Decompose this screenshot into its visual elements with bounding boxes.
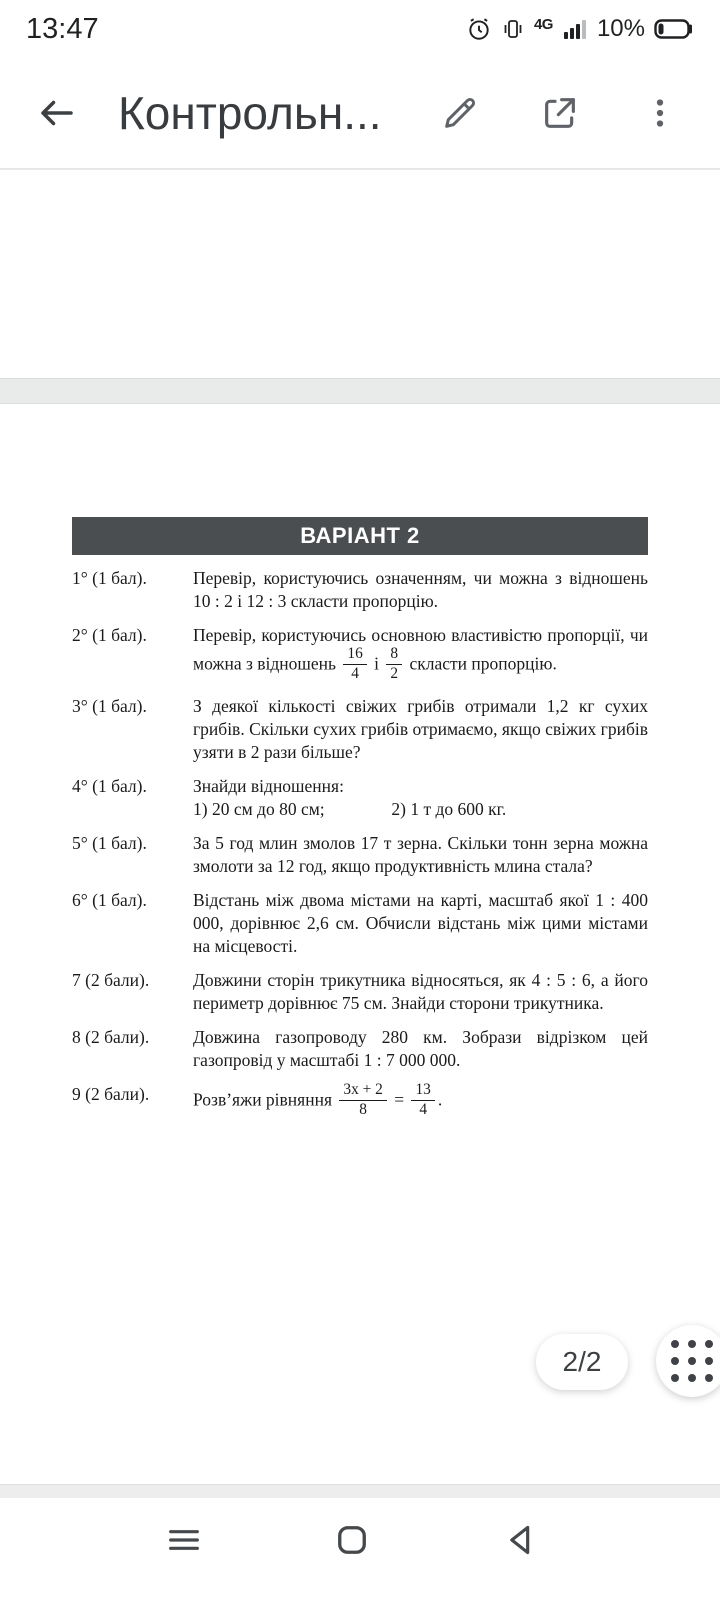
fraction: $\frac{8}{2}$: [386, 646, 402, 683]
menu-icon[interactable]: [152, 1508, 216, 1572]
problem-text: З деякої кількості свіжих грибів отримали 1,2 кг сухих грибів. Скільки сухих грибів отримаємо, якщо свіжих грибів узяти в 2 рази більше?: [193, 695, 648, 762]
problem-label: 4° (1 бал).: [72, 775, 147, 796]
header-actions: [438, 91, 690, 135]
problems-list: [72, 567, 648, 1120]
problem-label: 9 (2 бали).: [72, 1083, 150, 1104]
problem-label: 3° (1 бал).: [72, 695, 147, 716]
problem-text: Перевір, користуючись основною властивістю пропорції, чи можна з відношень $\frac{16}{4}$ і $\frac{8}{2}$ скласти пропорцію.: [193, 625, 648, 682]
fraction: $\frac{13}{4}$: [411, 1082, 434, 1119]
grid-dots-icon: [671, 1340, 713, 1382]
grid-dots-button[interactable]: [656, 1325, 720, 1397]
back-icon[interactable]: [489, 1508, 553, 1572]
signal-bars-icon: [562, 17, 588, 41]
problem-row: [72, 889, 648, 958]
page1-blank-area: [0, 172, 720, 378]
open-in-icon[interactable]: [538, 91, 582, 135]
problem-row: [72, 1080, 648, 1120]
page-separator: [0, 378, 720, 404]
problem-text: Довжина газопроводу 280 км. Зобрази відрізком цей газопровід у масштабі 1 : 7 000 000.: [193, 1026, 648, 1070]
battery-percent-label: 10%: [596, 15, 645, 42]
problem-text: За 5 год млин змолов 17 т зерна. Скільки тонн зерна можна змолоти за 12 год, якщо продуктивність млина стала?: [193, 832, 648, 876]
problem-row: [72, 1026, 648, 1072]
problem-label: 1° (1 бал).: [72, 568, 147, 588]
alarm-icon: [466, 16, 492, 42]
problem-row: [72, 567, 648, 613]
problem-label: 2° (1 бал).: [72, 625, 147, 645]
back-arrow-icon[interactable]: [30, 86, 84, 140]
bottom-page-edge: [0, 1484, 720, 1498]
problem-row: [72, 695, 648, 764]
problem-text: Довжини сторін трикутника відносяться, як 4 : 5 : 6, а його периметр дорівнює 75 см. Знайди сторони трикутника.: [193, 969, 648, 1013]
problem-row: [72, 969, 648, 1015]
fraction: $\frac{3x + 2}{8}$: [339, 1082, 386, 1119]
document-title: Контрольн...: [118, 87, 382, 139]
problem-row: [72, 832, 648, 878]
app-header: [0, 58, 720, 170]
status-time: 13:47: [26, 12, 99, 45]
problem-text: Відстань між двома містами на карті, масштаб якої 1 : 400 000, дорівнює 2,6 см. Обчисли відстань між цими містами на місцевості.: [193, 889, 648, 956]
home-icon[interactable]: [320, 1508, 384, 1572]
kebab-menu-icon[interactable]: [638, 91, 682, 135]
status-icons: [466, 15, 694, 43]
network-type-label: 4G: [533, 15, 553, 33]
edit-pencil-icon[interactable]: [438, 91, 482, 135]
document-page: [0, 404, 720, 1131]
variant-header: ВАРІАНТ 2: [72, 517, 648, 555]
problem-label: 5° (1 бал).: [72, 832, 147, 853]
problem-text: Розв’яжи рівняння $\frac{3x + 2}{8}$ = $\frac{13}{4}$ .: [193, 1080, 443, 1118]
problem-label: 8 (2 бали).: [72, 1026, 150, 1047]
problem-label: 7 (2 бали).: [72, 969, 150, 990]
battery-icon: [654, 18, 694, 40]
problem-label: 6° (1 бал).: [72, 889, 147, 910]
problem-row: [72, 624, 648, 684]
navigation-bar: [0, 1498, 720, 1600]
problem-row: [72, 775, 648, 821]
status-bar: [0, 0, 720, 58]
problem-text: Знайди відношення: 1) 20 см до 80 см; 2) 1 т до 600 кг.: [193, 775, 507, 819]
page-indicator[interactable]: 2/2: [536, 1334, 628, 1390]
vibrate-icon: [501, 16, 525, 42]
problem-text: Перевір, користуючись означенням, чи можна з відношень 10 : 2 і 12 : 3 скласти пропорцію.: [193, 568, 648, 611]
fraction: $\frac{16}{4}$: [343, 646, 366, 683]
